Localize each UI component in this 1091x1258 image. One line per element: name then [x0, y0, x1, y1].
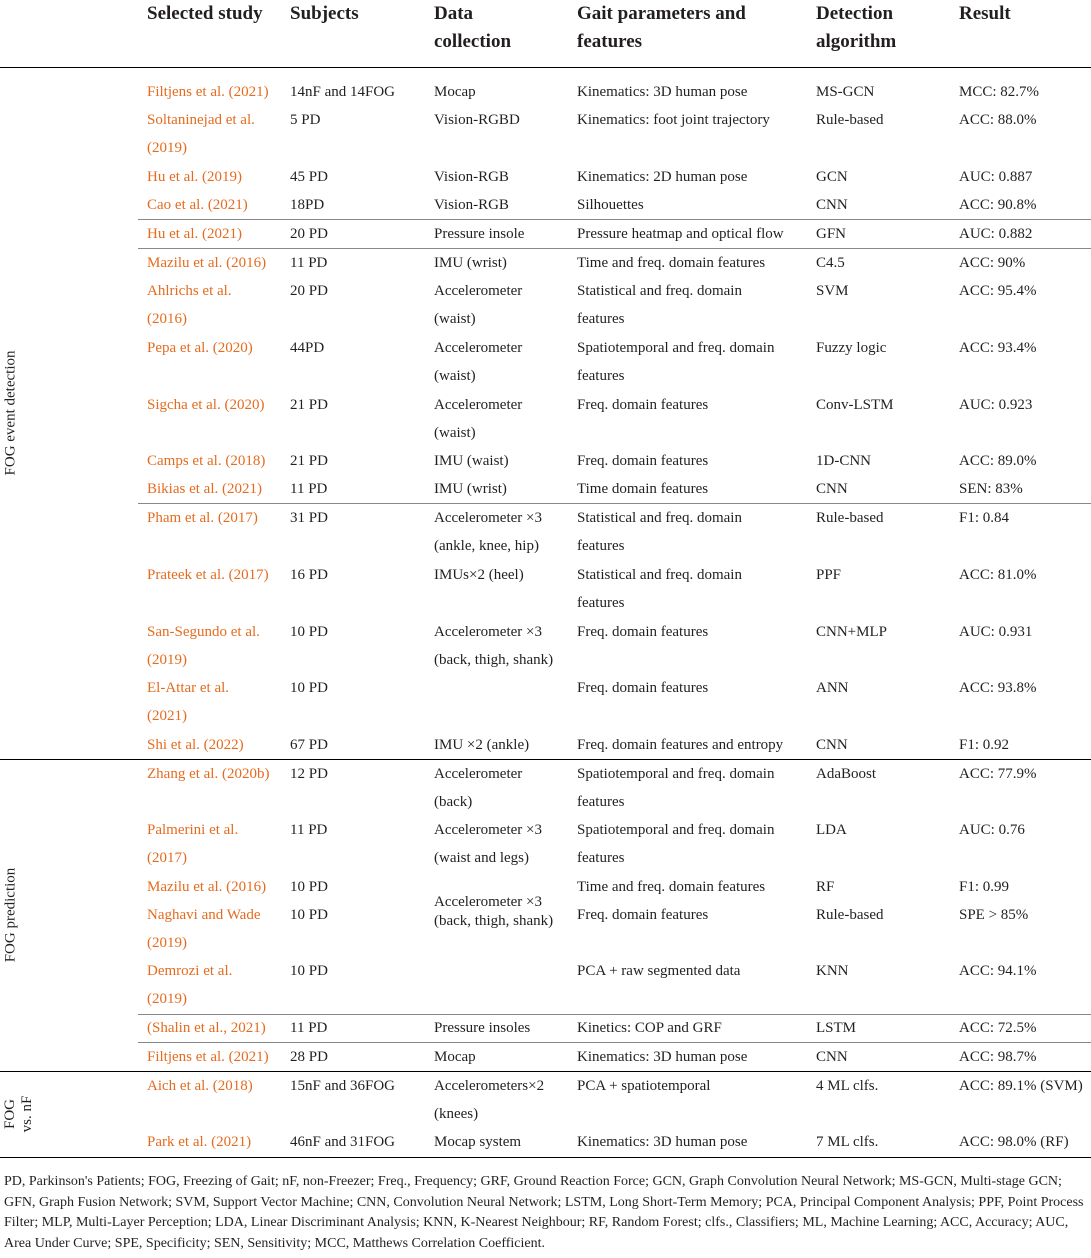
cell-study[interactable]: Pepa et al. (2020) [147, 340, 253, 356]
table-bottom-rule [0, 1157, 1091, 1158]
cell-subjects: 31 PD [290, 510, 328, 526]
cell-gait: Kinetics: COP and GRF [577, 1020, 722, 1036]
header-rule [0, 67, 1091, 68]
table-row [0, 957, 1091, 985]
cell-gait: Time and freq. domain features [577, 879, 766, 895]
cell-result: ACC: 90% [959, 255, 1026, 271]
cell-study[interactable]: Shi et al. (2022) [147, 737, 244, 753]
cell-gait: Kinematics: 3D human pose [577, 1134, 748, 1150]
cell-algo: CNN [816, 1049, 848, 1065]
header-gait-line2: features [577, 31, 643, 52]
cell-study[interactable]: Mazilu et al. (2016) [147, 879, 267, 895]
cell-subjects: 67 PD [290, 737, 328, 753]
table-row [0, 1072, 1091, 1100]
cell-gait: Silhouettes [577, 197, 644, 213]
cell-data: (waist) [434, 368, 476, 384]
cell-data: IMU (waist) [434, 453, 509, 469]
cell-subjects: 16 PD [290, 567, 328, 583]
merged-data-line1: Accelerometer ×3 [434, 894, 542, 910]
cell-gait: Freq. domain features [577, 397, 709, 413]
table-row [0, 249, 1091, 277]
cell-algo: Conv-LSTM [816, 397, 894, 413]
cell-data: Accelerometer [434, 283, 523, 299]
cell-subjects: 10 PD [290, 879, 328, 895]
cell-result: ACC: 81.0% [959, 567, 1037, 583]
cell-gait: Time and freq. domain features [577, 255, 766, 271]
cell-study[interactable]: Prateek et al. (2017) [147, 567, 269, 583]
header-detection-line2: algorithm [816, 31, 897, 52]
table-row [0, 391, 1091, 419]
cell-gait: features [577, 595, 625, 611]
cell-result: ACC: 88.0% [959, 112, 1037, 128]
cell-result: AUC: 0.76 [959, 822, 1025, 838]
header-data-collection [434, 0, 511, 56]
cell-result: ACC: 98.7% [959, 1049, 1037, 1065]
cell-algo: LSTM [816, 1020, 857, 1036]
header-data-line1: Data [434, 3, 474, 24]
cell-gait: Freq. domain features and entropy [577, 737, 784, 753]
cell-result: ACC: 72.5% [959, 1020, 1037, 1036]
cell-subjects: 21 PD [290, 453, 328, 469]
cell-gait: Spatiotemporal and freq. domain [577, 822, 775, 838]
cell-gait: Kinematics: 2D human pose [577, 169, 748, 185]
cell-algo: KNN [816, 963, 849, 979]
header-result: Result [959, 3, 1011, 24]
table-row [0, 1043, 1091, 1071]
table-row [0, 78, 1091, 106]
cell-study[interactable]: Park et al. (2021) [147, 1134, 252, 1150]
table-row [0, 1014, 1091, 1042]
cell-data: Accelerometer [434, 766, 523, 782]
cell-algo: PPF [816, 567, 842, 583]
cell-subjects: 10 PD [290, 907, 328, 923]
cell-study[interactable]: (Shalin et al., 2021) [147, 1020, 266, 1036]
cell-gait: Statistical and freq. domain [577, 283, 742, 299]
cell-data: Mocap system [434, 1134, 522, 1150]
cell-study[interactable]: Filtjens et al. (2021) [147, 84, 269, 100]
table-row [0, 844, 1091, 872]
cell-gait: Spatiotemporal and freq. domain [577, 766, 775, 782]
cell-algo: GFN [816, 226, 847, 242]
table-row [0, 561, 1091, 589]
cell-gait: Kinematics: 3D human pose [577, 84, 748, 100]
cell-data: Accelerometer [434, 340, 523, 356]
group-label-detection: FOG event detection [2, 350, 19, 476]
cell-data: Accelerometer ×3 [434, 510, 542, 526]
table-row [0, 731, 1091, 759]
cell-subjects: 44PD [290, 340, 325, 356]
cell-gait: features [577, 311, 625, 327]
cell-algo: SVM [816, 283, 849, 299]
cell-data: Mocap [434, 84, 476, 100]
cell-gait: PCA + raw segmented data [577, 963, 741, 979]
cell-subjects: 10 PD [290, 963, 328, 979]
cell-data: (waist) [434, 311, 476, 327]
cell-data: IMU (wrist) [434, 481, 507, 497]
cell-study[interactable]: Filtjens et al. (2021) [147, 1049, 269, 1065]
table-row [0, 1100, 1091, 1128]
cell-data: Accelerometer ×3 [434, 624, 542, 640]
cell-subjects: 11 PD [290, 1020, 328, 1036]
cell-result: ACC: 89.1% (SVM) [959, 1078, 1083, 1094]
cell-data: Mocap [434, 1049, 476, 1065]
cell-study[interactable]: Demrozi et al. [147, 963, 233, 979]
table-row [0, 305, 1091, 333]
cell-algo: RF [816, 879, 835, 895]
table-row [0, 702, 1091, 730]
cell-data: Vision-RGB [434, 169, 509, 185]
cell-study[interactable]: Camps et al. (2018) [147, 453, 266, 469]
cell-data: Pressure insole [434, 226, 525, 242]
cell-algo: Rule-based [816, 907, 884, 923]
table-row [0, 929, 1091, 957]
cell-gait: Freq. domain features [577, 907, 709, 923]
cell-algo: Fuzzy logic [816, 340, 887, 356]
cell-result: F1: 0.84 [959, 510, 1010, 526]
cell-gait: Kinematics: 3D human pose [577, 1049, 748, 1065]
cell-study[interactable]: Zhang et al. (2020b) [147, 766, 270, 782]
cell-subjects: 11 PD [290, 822, 328, 838]
cell-result: MCC: 82.7% [959, 84, 1040, 100]
cell-subjects: 11 PD [290, 481, 328, 497]
cell-data: (ankle, knee, hip) [434, 538, 539, 554]
group-label-prediction: FOG prediction [2, 867, 19, 963]
merged-data-cell [434, 893, 553, 931]
cell-data: (knees) [434, 1106, 479, 1122]
cell-gait: features [577, 368, 625, 384]
table-row [0, 419, 1091, 447]
cell-result: F1: 0.99 [959, 879, 1010, 895]
header-data-line2: collection [434, 31, 512, 52]
header-detection [816, 0, 896, 56]
cell-study[interactable]: Ahlrichs et al. [147, 283, 232, 299]
cell-subjects: 10 PD [290, 680, 328, 696]
header-study: Selected study [147, 3, 263, 24]
cell-study[interactable]: Aich et al. (2018) [147, 1078, 253, 1094]
table-row [0, 646, 1091, 674]
cell-result: ACC: 94.1% [959, 963, 1037, 979]
cell-result: ACC: 98.0% (RF) [959, 1134, 1069, 1150]
cell-result: ACC: 77.9% [959, 766, 1037, 782]
cell-algo: AdaBoost [816, 766, 876, 782]
table-row [0, 106, 1091, 134]
cell-subjects: 20 PD [290, 226, 328, 242]
table-row [0, 504, 1091, 532]
cell-algo: ANN [816, 680, 849, 696]
cell-subjects: 10 PD [290, 624, 328, 640]
header-gait-line1: Gait parameters and [577, 3, 746, 24]
cell-algo: Rule-based [816, 112, 884, 128]
cell-gait: Statistical and freq. domain [577, 510, 742, 526]
table-row [0, 362, 1091, 390]
cell-algo: LDA [816, 822, 847, 838]
cell-subjects: 45 PD [290, 169, 328, 185]
cell-subjects: 28 PD [290, 1049, 328, 1065]
cell-result: ACC: 93.8% [959, 680, 1037, 696]
cell-data: IMU (wrist) [434, 255, 507, 271]
cell-data: IMUs×2 (heel) [434, 567, 524, 583]
cell-study[interactable]: Mazilu et al. (2016) [147, 255, 267, 271]
table-row [0, 760, 1091, 788]
cell-subjects: 46nF and 31FOG [290, 1134, 396, 1150]
cell-algo: C4.5 [816, 255, 845, 271]
cell-data: (waist) [434, 425, 476, 441]
cell-study[interactable]: Palmerini et al. [147, 822, 239, 838]
group-label-vs-nf: vs. nF [19, 1095, 35, 1133]
cell-gait: PCA + spatiotemporal [577, 1078, 711, 1094]
cell-subjects: 18PD [290, 197, 325, 213]
cell-gait: Freq. domain features [577, 624, 709, 640]
table-row [0, 220, 1091, 248]
cell-result: F1: 0.92 [959, 737, 1010, 753]
cell-subjects: 21 PD [290, 397, 328, 413]
cell-result: AUC: 0.887 [959, 169, 1033, 185]
cell-data: Vision-RGBD [434, 112, 520, 128]
cell-subjects: 20 PD [290, 283, 328, 299]
cell-algo: CNN [816, 737, 848, 753]
table-row [0, 816, 1091, 844]
table-row [0, 589, 1091, 617]
header-detection-line1: Detection [816, 3, 894, 24]
cell-result: ACC: 89.0% [959, 453, 1037, 469]
cell-data: Accelerometer [434, 397, 523, 413]
table-row [0, 277, 1091, 305]
cell-algo: CNN [816, 197, 848, 213]
cell-study[interactable]: San-Segundo et al. [147, 624, 260, 640]
cell-subjects: 14nF and 14FOG [290, 84, 396, 100]
cell-gait: Pressure heatmap and optical flow [577, 226, 784, 242]
cell-data: (back, thigh, shank) [434, 652, 554, 668]
cell-result: ACC: 95.4% [959, 283, 1037, 299]
cell-gait: Kinematics: foot joint trajectory [577, 112, 770, 128]
header-gait [577, 0, 746, 56]
table-row [0, 447, 1091, 475]
cell-data: Accelerometers×2 [434, 1078, 545, 1094]
cell-algo: Rule-based [816, 510, 884, 526]
cell-gait: Freq. domain features [577, 680, 709, 696]
cell-result: SEN: 83% [959, 481, 1023, 497]
cell-algo: 1D-CNN [816, 453, 871, 469]
cell-subjects: 12 PD [290, 766, 328, 782]
cell-study[interactable]: Bikias et al. (2021) [147, 481, 262, 497]
table-row [0, 1128, 1091, 1156]
table-row [0, 788, 1091, 816]
cell-study[interactable]: (2019) [147, 652, 187, 668]
cell-study[interactable]: Soltaninejad et al. [147, 112, 255, 128]
cell-algo: 4 ML clfs. [816, 1078, 879, 1094]
cell-data: Vision-RGB [434, 197, 509, 213]
cell-study[interactable]: (2019) [147, 991, 187, 1007]
cell-study[interactable]: (2016) [147, 311, 187, 327]
cell-result: AUC: 0.882 [959, 226, 1033, 242]
cell-gait: Statistical and freq. domain [577, 567, 742, 583]
cell-result: AUC: 0.931 [959, 624, 1033, 640]
table-row [0, 334, 1091, 362]
cell-subjects: 5 PD [290, 112, 321, 128]
cell-gait: Spatiotemporal and freq. domain [577, 340, 775, 356]
table-row [0, 674, 1091, 702]
cell-study[interactable]: (2019) [147, 140, 187, 156]
cell-gait: Time domain features [577, 481, 709, 497]
table-row [0, 532, 1091, 560]
cell-subjects: 11 PD [290, 255, 328, 271]
cell-result: ACC: 90.8% [959, 197, 1037, 213]
cell-algo: GCN [816, 169, 848, 185]
cell-study[interactable]: Cao et al. (2021) [147, 197, 248, 213]
cell-algo: CNN+MLP [816, 624, 887, 640]
cell-study[interactable]: (2017) [147, 850, 187, 866]
group-label-fog: FOG [2, 1099, 18, 1130]
cell-study[interactable]: (2019) [147, 935, 187, 951]
table-row [0, 985, 1091, 1013]
cell-study[interactable]: Pham et al. (2017) [147, 510, 258, 526]
cell-subjects: 15nF and 36FOG [290, 1078, 396, 1094]
table-row [0, 163, 1091, 191]
table-row [0, 618, 1091, 646]
cell-data: Pressure insoles [434, 1020, 531, 1036]
cell-gait: Freq. domain features [577, 453, 709, 469]
cell-gait: features [577, 850, 625, 866]
cell-result: ACC: 93.4% [959, 340, 1037, 356]
cell-data: IMU ×2 (ankle) [434, 737, 530, 753]
cell-study[interactable]: Hu et al. (2021) [147, 226, 242, 242]
table-row [0, 191, 1091, 219]
header-subjects: Subjects [290, 3, 359, 24]
cell-data: (waist and legs) [434, 850, 529, 866]
cell-gait: features [577, 794, 625, 810]
cell-study[interactable]: Hu et al. (2019) [147, 169, 242, 185]
cell-study[interactable]: El-Attar et al. [147, 680, 230, 696]
cell-algo: MS-GCN [816, 84, 875, 100]
cell-algo: CNN [816, 481, 848, 497]
cell-data: (back) [434, 794, 473, 810]
cell-study[interactable]: Naghavi and Wade [147, 907, 261, 923]
cell-algo: 7 ML clfs. [816, 1134, 879, 1150]
cell-gait: features [577, 538, 625, 554]
cell-result: AUC: 0.923 [959, 397, 1033, 413]
table-footnote: PD, Parkinson's Patients; FOG, Freezing of Gait; nF, non-Freezer; Freq., Frequency; GRF, Ground Reaction Force; GCN, Graph Convolution Neural Network; MS-GCN, Multi-stage GCN; GFN, Graph Fusion Network; SVM, Support Vector Machine; CNN, Convolution Neural Network; LSTM, Long Short-Term Memory; PCA, Principal Component Analysis; PPF, Point Process Filter; MLP, Multi-Layer Perception; LDA, Linear Discriminant Analysis; KNN, K-Nearest Neighbour; RF, Random Forest; clfs., Classifiers; ML, Machine Learning; ACC, Accuracy; AUC, Area Under Curve; SPE, Specificity; SEN, Sensitivity; MCC, Matthews Correlation Coefficient. [4, 1174, 1084, 1251]
cell-data: Accelerometer ×3 [434, 822, 542, 838]
cell-study[interactable]: Sigcha et al. (2020) [147, 397, 265, 413]
table-row [0, 134, 1091, 162]
merged-data-line2: (back, thigh, shank) [434, 913, 554, 929]
table-row [0, 475, 1091, 503]
cell-study[interactable]: (2021) [147, 708, 187, 724]
cell-result: SPE > 85% [959, 907, 1029, 923]
